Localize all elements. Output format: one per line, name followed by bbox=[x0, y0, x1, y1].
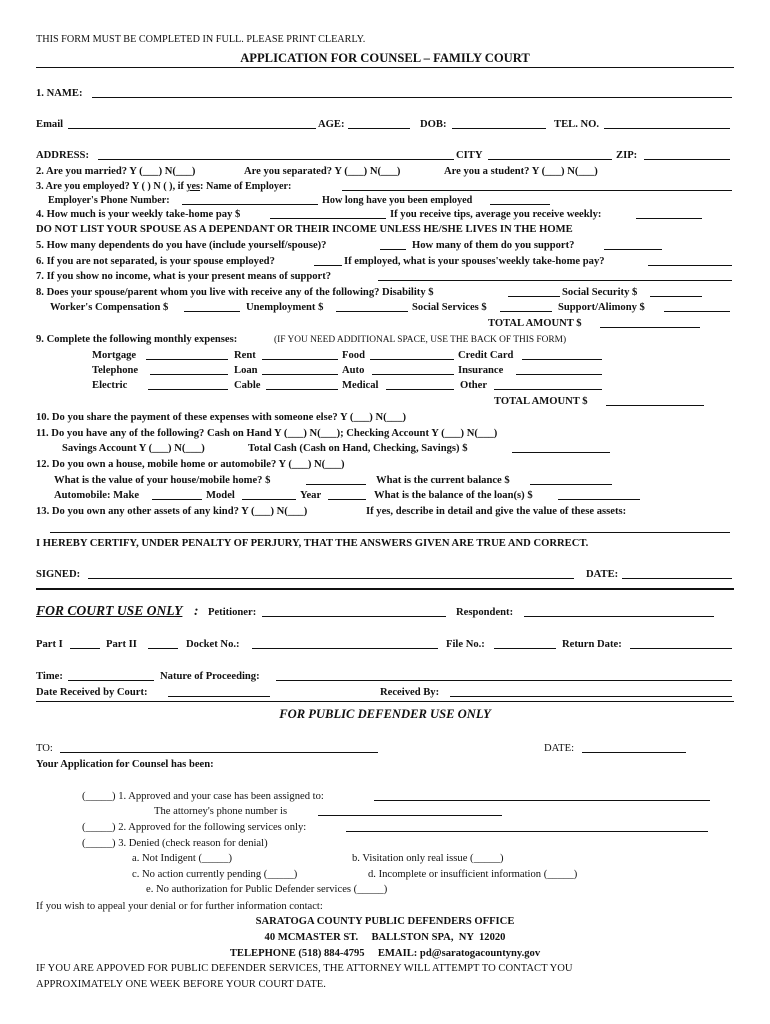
auto-year-label: Year bbox=[300, 490, 322, 501]
workers-comp-label: Worker's Compensation $ bbox=[50, 302, 169, 313]
weekly-pay-field[interactable] bbox=[270, 207, 386, 219]
q13-label[interactable]: 13. Do you own any other assets of any kind? Y (___) N(___) bbox=[36, 506, 308, 517]
pd-intro: Your Application for Counsel has been: bbox=[36, 759, 214, 770]
auto-year-field[interactable] bbox=[328, 488, 366, 500]
address-label: ADDRESS: bbox=[36, 150, 89, 161]
tel-field[interactable] bbox=[604, 117, 730, 129]
address-field[interactable] bbox=[98, 148, 454, 160]
pd-date-label: DATE: bbox=[544, 743, 575, 754]
workers-comp-field[interactable] bbox=[184, 300, 240, 312]
q12-label[interactable]: 12. Do you own a house, mobile home or automobile? Y (___) N(___) bbox=[36, 459, 345, 470]
social-services-label: Social Services $ bbox=[412, 302, 487, 313]
social-services-field[interactable] bbox=[500, 300, 552, 312]
other-field[interactable] bbox=[494, 378, 602, 390]
file-label: File No.: bbox=[446, 639, 485, 650]
email-field[interactable] bbox=[68, 117, 316, 129]
reason-no-authorization[interactable]: e. No authorization for Public Defender services (_____) bbox=[146, 884, 388, 895]
auto-field[interactable] bbox=[372, 363, 454, 375]
disability-field[interactable] bbox=[508, 285, 560, 297]
pd-divider bbox=[36, 701, 734, 702]
spouse-pay-field[interactable] bbox=[648, 254, 732, 266]
option-denied[interactable]: (_____) 3. Denied (check reason for denial) bbox=[82, 838, 268, 849]
tips-field[interactable] bbox=[636, 207, 702, 219]
total-cash-field[interactable] bbox=[512, 441, 610, 453]
to-label: TO: bbox=[36, 743, 53, 754]
q4-pay-label: 4. How much is your weekly take-home pay $ bbox=[36, 209, 241, 220]
home-balance-field[interactable] bbox=[530, 473, 612, 485]
court-use-heading: FOR COURT USE ONLY bbox=[36, 603, 183, 618]
unemployment-field[interactable] bbox=[336, 300, 408, 312]
docket-field[interactable] bbox=[252, 637, 438, 649]
reason-no-action[interactable]: c. No action currently pending (_____) bbox=[132, 869, 298, 880]
attorney-phone-label: The attorney's phone number is bbox=[154, 806, 288, 817]
cable-label: Cable bbox=[234, 380, 261, 391]
age-label: AGE: bbox=[318, 119, 345, 130]
q2-separated[interactable]: Are you separated? Y (___) N(___) bbox=[244, 166, 401, 177]
reason-incomplete[interactable]: d. Incomplete or insufficient information (_____) bbox=[368, 869, 578, 880]
spouse-employed-field[interactable] bbox=[314, 254, 342, 266]
footer-line-2: APPROXIMATELY ONE WEEK BEFORE YOUR COURT DATE. bbox=[36, 979, 326, 990]
signature-field[interactable] bbox=[88, 567, 574, 579]
q10-label[interactable]: 10. Do you share the payment of these expenses with someone else? Y (___) N(___) bbox=[36, 412, 407, 423]
file-field[interactable] bbox=[494, 637, 556, 649]
q8-total-label: TOTAL AMOUNT $ bbox=[488, 318, 582, 329]
option-approved-services[interactable]: (_____) 2. Approved for the following services only: bbox=[82, 822, 307, 833]
auto-make-label: Automobile: Make bbox=[54, 490, 140, 501]
savings-label[interactable]: Savings Account Y (___) N(___) bbox=[62, 443, 205, 454]
signed-date-label: DATE: bbox=[586, 569, 619, 580]
q3-employed[interactable]: 3. Are you employed? Y ( ) N ( ), if bbox=[36, 181, 184, 192]
part2-field[interactable] bbox=[148, 637, 178, 649]
auto-model-label: Model bbox=[206, 490, 235, 501]
q5b-label: How many of them do you support? bbox=[412, 240, 575, 251]
telephone-label: Telephone bbox=[92, 365, 139, 376]
employer-field[interactable] bbox=[342, 179, 732, 191]
form-title: APPLICATION FOR COUNSEL – FAMILY COURT bbox=[240, 51, 530, 65]
services-field[interactable] bbox=[346, 820, 708, 832]
office-address: 40 MCMASTER ST. BALLSTON SPA, NY 12020 bbox=[264, 932, 506, 943]
pd-date-field[interactable] bbox=[582, 741, 686, 753]
loan-label: Loan bbox=[234, 365, 258, 376]
food-field[interactable] bbox=[370, 348, 454, 360]
total-cash-label: Total Cash (Cash on Hand, Checking, Savings) $ bbox=[248, 443, 468, 454]
q4-tips-label: If you receive tips, average you receive weekly: bbox=[390, 209, 602, 220]
unemployment-label: Unemployment $ bbox=[246, 302, 324, 313]
loan-balance-field[interactable] bbox=[558, 488, 640, 500]
q8-total-field[interactable] bbox=[600, 316, 700, 328]
insurance-label: Insurance bbox=[458, 365, 504, 376]
q3-yes: yes bbox=[186, 181, 201, 192]
other-label: Other bbox=[460, 380, 488, 391]
employed-length-field[interactable] bbox=[490, 193, 550, 205]
support-alimony-field[interactable] bbox=[664, 300, 730, 312]
form-instruction: THIS FORM MUST BE COMPLETED IN FULL. PLEASE PRINT CLEARLY. bbox=[36, 34, 366, 45]
certify-statement: I HEREBY CERTIFY, UNDER PENALTY OF PERJURY, THAT THE ANSWERS GIVEN ARE TRUE AND CORRECT. bbox=[36, 538, 589, 549]
auto-model-field[interactable] bbox=[242, 488, 296, 500]
q2-married[interactable]: 2. Are you married? Y (___) N(___) bbox=[36, 166, 196, 177]
q2-student[interactable]: Are you a student? Y (___) N(___) bbox=[444, 166, 598, 177]
q7-label: 7. If you show no income, what is your present means of support? bbox=[36, 271, 332, 282]
docket-label: Docket No.: bbox=[186, 639, 240, 650]
petitioner-field[interactable] bbox=[262, 605, 446, 617]
petitioner-label: Petitioner: bbox=[208, 607, 257, 618]
rent-field[interactable] bbox=[262, 348, 338, 360]
tel-label: TEL. NO. bbox=[554, 119, 600, 130]
received-by-label: Received By: bbox=[380, 687, 440, 698]
dob-label: DOB: bbox=[420, 119, 447, 130]
nature-field[interactable] bbox=[276, 669, 732, 681]
zip-label: ZIP: bbox=[616, 150, 638, 161]
dob-field[interactable] bbox=[452, 117, 546, 129]
city-label: CITY bbox=[456, 150, 483, 161]
home-value-field[interactable] bbox=[306, 473, 366, 485]
reason-visitation[interactable]: b. Visitation only real issue (_____) bbox=[352, 853, 504, 864]
q8-label: 8. Does your spouse/parent whom you live with receive any of the following? Disability $ bbox=[36, 287, 434, 298]
auto-label: Auto bbox=[342, 365, 365, 376]
credit-card-field[interactable] bbox=[522, 348, 602, 360]
return-date-field[interactable] bbox=[630, 637, 732, 649]
office-name: SARATOGA COUNTY PUBLIC DEFENDERS OFFICE bbox=[255, 916, 515, 927]
employed-length-label: How long have you been employed bbox=[322, 195, 473, 206]
part1-field[interactable] bbox=[70, 637, 100, 649]
respondent-field[interactable] bbox=[524, 605, 714, 617]
appeal-text: If you wish to appeal your denial or for further information contact: bbox=[36, 901, 323, 912]
electric-label: Electric bbox=[92, 380, 128, 391]
pd-heading: FOR PUBLIC DEFENDER USE ONLY bbox=[279, 707, 491, 721]
name-label: 1. NAME: bbox=[36, 88, 83, 99]
mortgage-field[interactable] bbox=[146, 348, 228, 360]
telephone-field[interactable] bbox=[150, 363, 228, 375]
office-contact: TELEPHONE (518) 884-4795 EMAIL: pd@saratogacountyny.gov bbox=[229, 948, 541, 959]
q9-total-label: TOTAL AMOUNT $ bbox=[494, 396, 588, 407]
employer-phone-label: Employer's Phone Number: bbox=[48, 195, 170, 206]
loan-field[interactable] bbox=[262, 363, 338, 375]
home-value-label: What is the value of your house/mobile home? $ bbox=[54, 475, 271, 486]
dependents-field[interactable] bbox=[380, 238, 406, 250]
time-label: Time: bbox=[36, 671, 63, 682]
q9-total-field[interactable] bbox=[606, 394, 704, 406]
court-divider bbox=[36, 588, 734, 590]
q11-label[interactable]: 11. Do you have any of the following? Cash on Hand Y (___) N(___); Checking Account Y (___) N(___) bbox=[36, 428, 498, 439]
supported-field[interactable] bbox=[604, 238, 662, 250]
dependant-notice: DO NOT LIST YOUR SPOUSE AS A DEPENDANT OR THEIR INCOME UNLESS HE/SHE LIVES IN THE HOME bbox=[36, 224, 573, 235]
medical-label: Medical bbox=[342, 380, 379, 391]
signed-label: SIGNED: bbox=[36, 569, 81, 580]
zip-field[interactable] bbox=[644, 148, 730, 160]
q13-describe: If yes, describe in detail and give the value of these assets: bbox=[366, 506, 627, 517]
age-field[interactable] bbox=[348, 117, 410, 129]
q9-label: 9. Complete the following monthly expenses: bbox=[36, 334, 238, 345]
respondent-label: Respondent: bbox=[456, 607, 514, 618]
insurance-field[interactable] bbox=[516, 363, 602, 375]
city-field[interactable] bbox=[488, 148, 612, 160]
mortgage-label: Mortgage bbox=[92, 350, 137, 361]
food-label: Food bbox=[342, 350, 365, 361]
court-use-colon: : bbox=[194, 603, 199, 618]
nature-label: Nature of Proceeding: bbox=[160, 671, 260, 682]
assigned-attorney-field[interactable] bbox=[374, 789, 710, 801]
credit-card-label: Credit Card bbox=[458, 350, 514, 361]
auto-make-field[interactable] bbox=[152, 488, 202, 500]
home-balance-label: What is the current balance $ bbox=[376, 475, 510, 486]
q6b-label: If employed, what is your spouses'weekly take-home pay? bbox=[344, 256, 605, 267]
footer-line-1: IF YOU ARE APPOVED FOR PUBLIC DEFENDER SERVICES, THE ATTORNEY WILL ATTEMPT TO CONTACT YOU bbox=[36, 963, 573, 974]
q9-note: (IF YOU NEED ADDITIONAL SPACE, USE THE BACK OF THIS FORM) bbox=[274, 335, 567, 345]
to-field[interactable] bbox=[60, 741, 378, 753]
part1-label: Part I bbox=[36, 639, 63, 650]
cable-field[interactable] bbox=[266, 378, 338, 390]
email-label: Email bbox=[36, 119, 64, 130]
support-means-field[interactable] bbox=[378, 269, 732, 281]
rent-label: Rent bbox=[234, 350, 256, 361]
date-received-field[interactable] bbox=[168, 685, 270, 697]
support-alimony-label: Support/Alimony $ bbox=[558, 302, 645, 313]
received-by-field[interactable] bbox=[450, 685, 732, 697]
assets-line[interactable] bbox=[50, 532, 730, 533]
date-received-label: Date Received by Court: bbox=[36, 687, 148, 698]
electric-field[interactable] bbox=[148, 378, 228, 390]
medical-field[interactable] bbox=[386, 378, 454, 390]
social-security-field[interactable] bbox=[650, 285, 702, 297]
return-date-label: Return Date: bbox=[562, 639, 622, 650]
employer-phone-field[interactable] bbox=[182, 193, 318, 205]
time-field[interactable] bbox=[68, 669, 154, 681]
q3-employer-label: : Name of Employer: bbox=[200, 181, 292, 192]
q5-label: 5. How many dependents do you have (include yourself/spouse)? bbox=[36, 240, 327, 251]
social-security-label: Social Security $ bbox=[562, 287, 638, 298]
name-field[interactable] bbox=[92, 86, 732, 98]
header-divider bbox=[36, 67, 734, 68]
q6-label: 6. If you are not separated, is your spouse employed? bbox=[36, 256, 275, 267]
option-approved-assigned[interactable]: (_____) 1. Approved and your case has been assigned to: bbox=[82, 791, 324, 802]
signed-date-field[interactable] bbox=[622, 567, 732, 579]
reason-not-indigent[interactable]: a. Not Indigent (_____) bbox=[132, 853, 233, 864]
loan-balance-label: What is the balance of the loan(s) $ bbox=[374, 490, 533, 501]
part2-label: Part II bbox=[106, 639, 137, 650]
attorney-phone-field[interactable] bbox=[318, 804, 502, 816]
